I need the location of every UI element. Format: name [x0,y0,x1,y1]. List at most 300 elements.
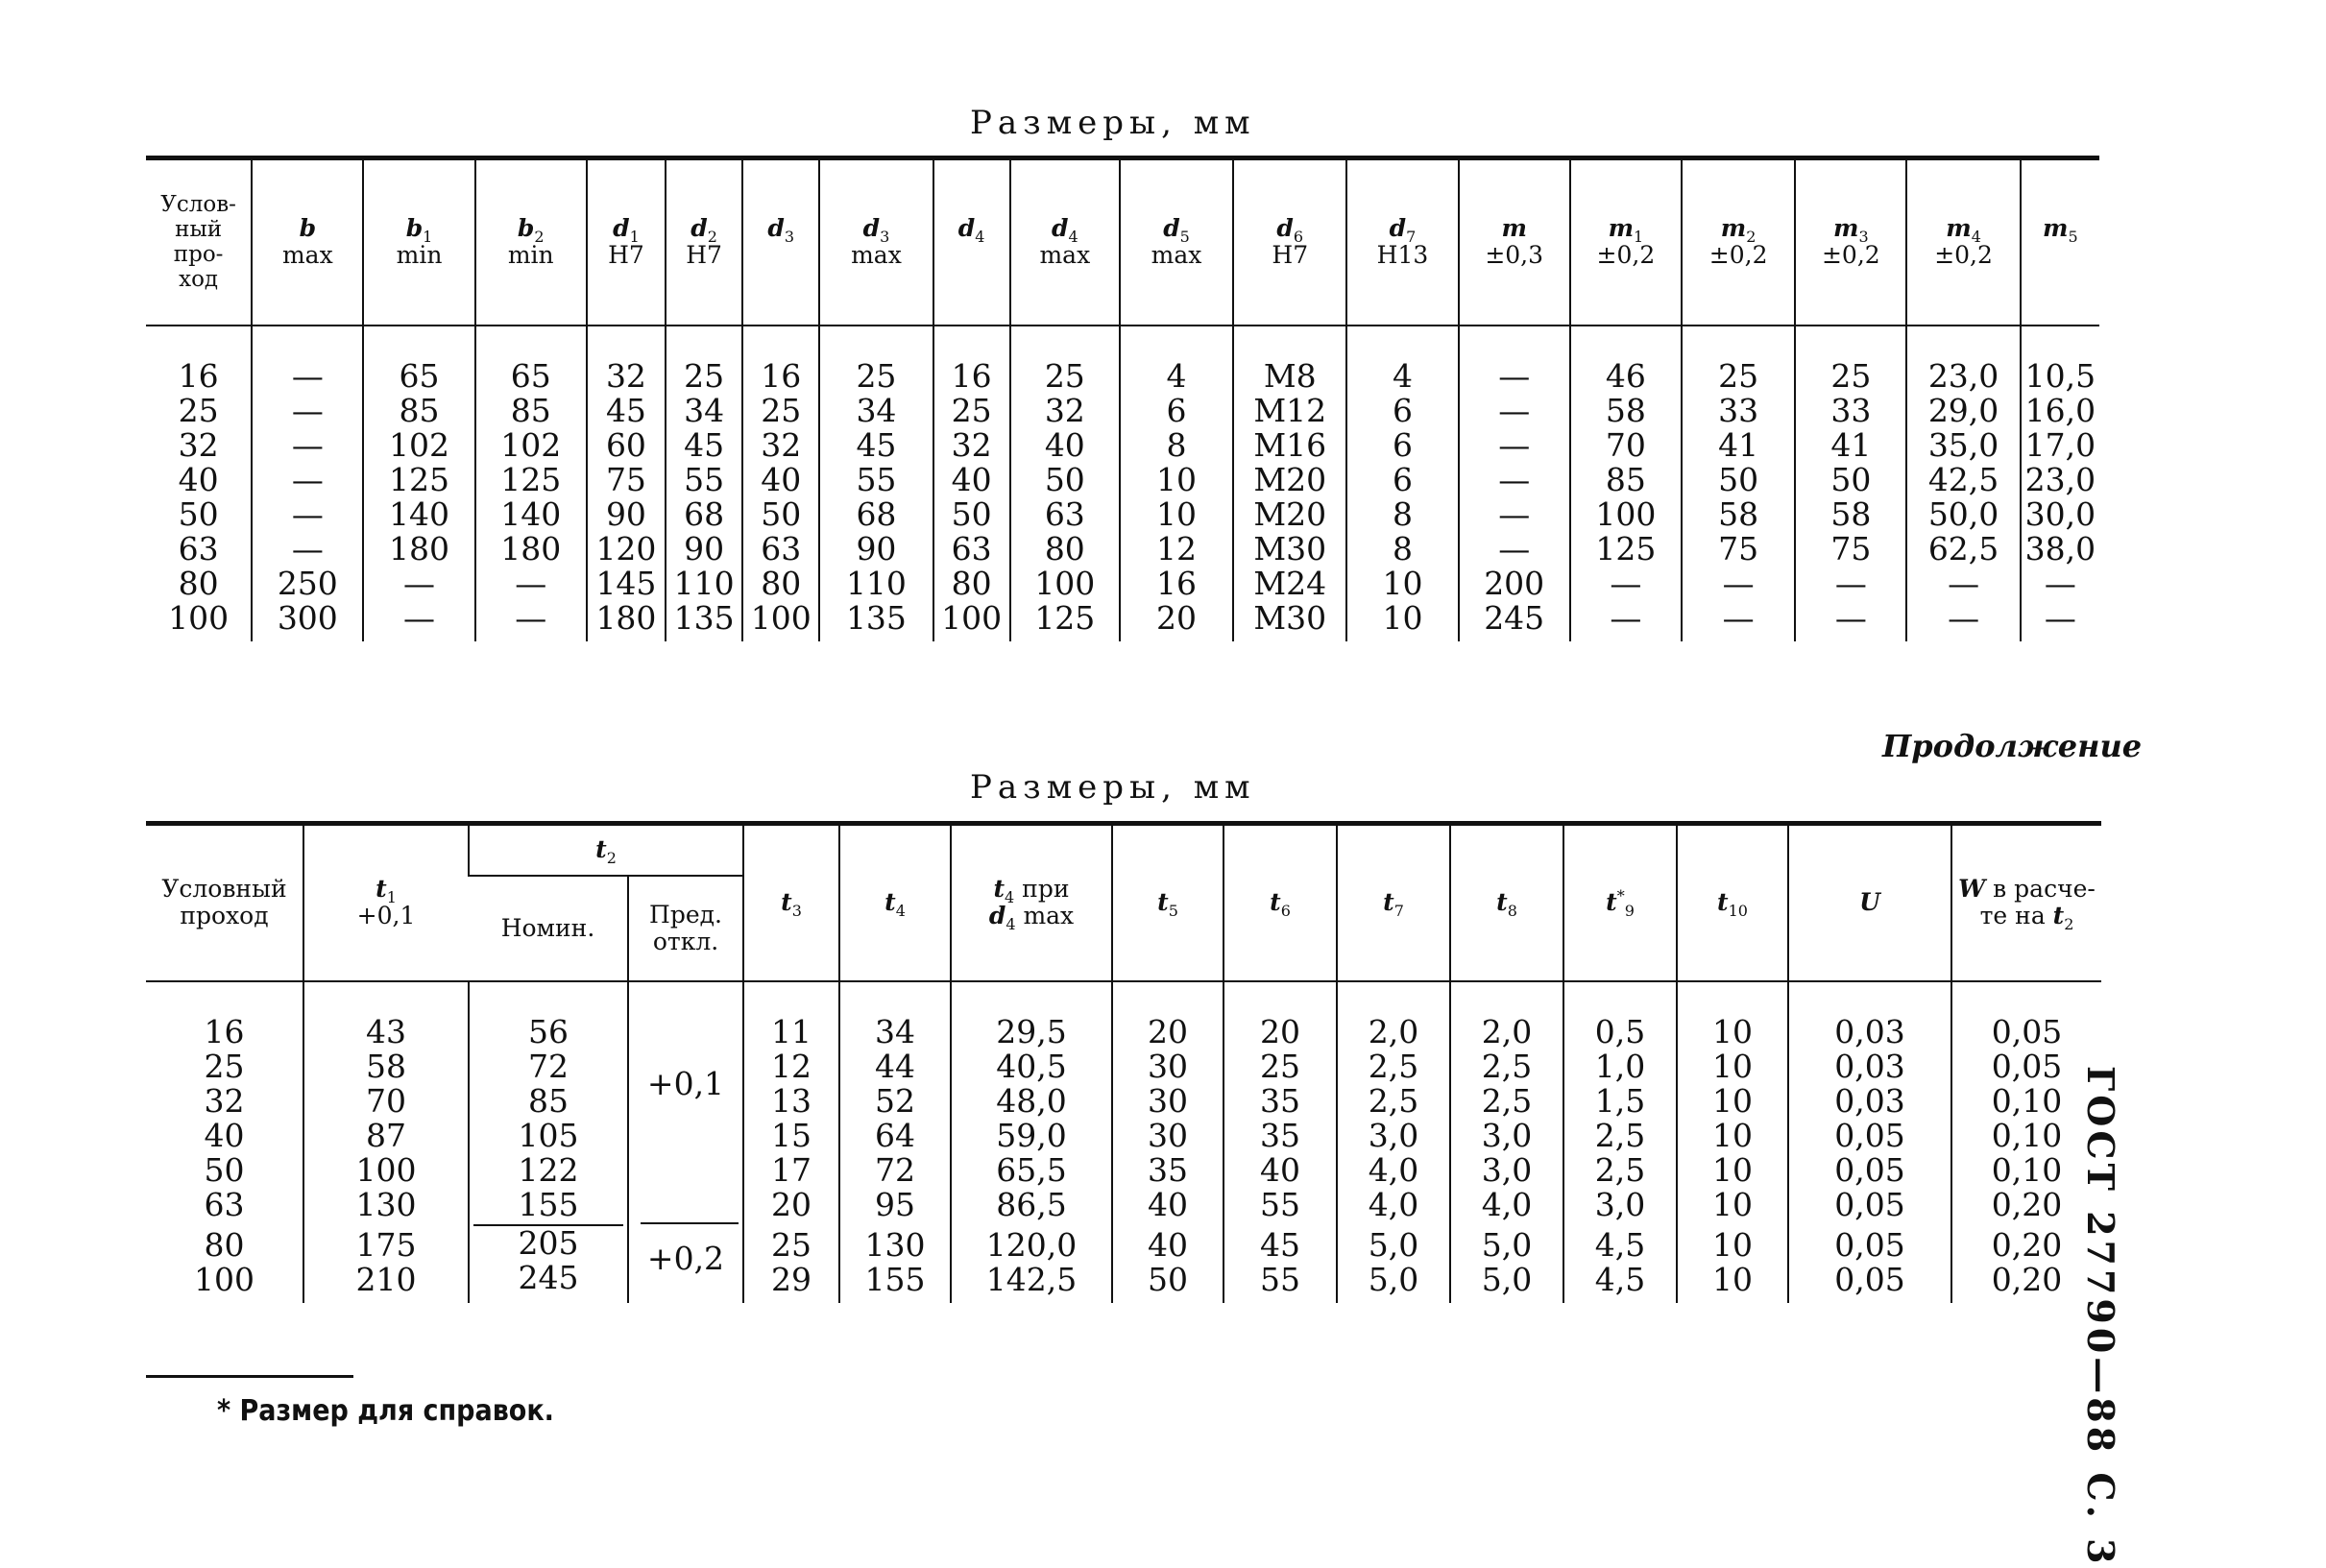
t2-cell: 0,05 [1991,1012,2063,1050]
t1-header-tolerance: max [851,241,902,270]
t1-cell: — [291,425,324,464]
t1-cell: 75 [1718,529,1759,567]
t1-cell: — [1498,495,1531,533]
t1-cell: 32 [761,425,802,464]
t2-cell: 4,5 [1594,1225,1646,1264]
t1-header-tolerance [968,241,976,269]
t1-cell: 90 [684,529,725,567]
t2-cell: 30 [1148,1047,1188,1085]
t1-header-9 [1010,158,1120,326]
t1-cell: 4 [1166,356,1187,395]
t1-cell: 16 [951,356,992,395]
col-t4 [839,981,951,1303]
t1-cell: 125 [500,460,562,498]
t1-cell: 10 [1382,564,1423,602]
t1-cell: — [1498,460,1531,498]
t1-col-9 [1010,326,1120,641]
t1-header-tolerance: ±0,2 [1708,241,1768,270]
t2-cell: 64 [875,1116,915,1154]
t1-header-tolerance: ±0,2 [1934,241,1993,270]
t2-cell: 95 [875,1185,915,1223]
t2-cell: 0,05 [1834,1150,1905,1189]
t1-cell: M30 [1253,529,1327,567]
header-t6: $t_6$ [1224,824,1337,981]
t1-header-tolerance: max [1151,241,1202,270]
t2-cell: 10 [1712,1081,1753,1120]
t1-cell: 41 [1830,425,1872,464]
t2-cell: 0,20 [1991,1185,2063,1223]
t1-col-12 [1346,326,1458,641]
header-t10: $t_{10}$ [1677,824,1788,981]
t2-cell: 175 [355,1225,417,1264]
t1-col-4 [587,326,666,641]
t1-header-tolerance: ±0,2 [1821,241,1880,270]
t1-cell: 41 [1718,425,1759,464]
t2-cell: 72 [875,1150,915,1189]
t2-cell: 3,0 [1368,1116,1419,1154]
t2-cell: 2,5 [1368,1047,1419,1085]
t2-cell: 35 [1148,1150,1188,1189]
t1-cell: 25 [1718,356,1759,395]
t1-cell: — [515,598,547,637]
t1-header-symbol: m [1608,214,1635,243]
t2-cell: 35 [1260,1081,1300,1120]
t2-cell: 245 [518,1258,579,1296]
t1-cell: 85 [510,391,551,429]
t1-cell: 55 [856,460,897,498]
t1-cell: 135 [673,598,735,637]
t1-cell: 8 [1392,495,1413,533]
t1-cell: 125 [389,460,450,498]
t1-cell: 50,0 [1927,495,1999,533]
col-t5 [1112,981,1224,1303]
t1-header-symbol: m [1720,214,1747,243]
t2-cell: 1,0 [1594,1047,1646,1085]
t2-cell: 40 [1260,1150,1300,1189]
t1-cell: 180 [595,598,657,637]
t1-cell: 45 [605,391,646,429]
t1-header-symbol: b [517,214,535,243]
t1-header-tolerance: H7 [1272,241,1309,270]
t2-cell: 55 [1260,1260,1300,1298]
t1-cell: — [1498,391,1531,429]
t1-cell: 58 [1718,495,1759,533]
t2-cell: 45 [1260,1225,1300,1264]
t1-cell: — [291,356,324,395]
t1-cell: 10 [1156,460,1198,498]
t1-cell: 58 [1830,495,1872,533]
t2-cell: 48,0 [996,1081,1067,1120]
t1-cell: 6 [1392,460,1413,498]
t1-col-10 [1120,326,1233,641]
t1-cell: 85 [399,391,440,429]
t1-header-13 [1459,158,1570,326]
col-t9 [1563,981,1677,1303]
t2-cell: 0,10 [1991,1081,2063,1120]
t2-cell: 10 [1712,1047,1753,1085]
t1-cell: — [515,564,547,602]
t1-cell: — [403,564,436,602]
t2-cell: 0,10 [1991,1116,2063,1154]
header-U: U [1788,824,1951,981]
t1-header-tolerance: min [396,241,443,270]
t2-cell: 0,03 [1834,1047,1905,1085]
t2-cell: 16 [204,1012,245,1050]
t1-cell: 125 [1595,529,1657,567]
t1-header-7 [819,158,933,326]
t1-col-18 [2021,326,2099,641]
t1-header-symbol: d [691,214,708,243]
t2-cell: 30 [1148,1116,1188,1154]
t1-cell: — [1948,598,1980,637]
t1-cell: 68 [856,495,897,533]
t1-header-text: Услов- [160,192,236,218]
t1-cell: 23,0 [2024,460,2096,498]
t1-col-8 [933,326,1010,641]
t1-cell: 32 [1044,391,1085,429]
t1-cell: 32 [605,356,646,395]
t2-cell: 10 [1712,1225,1753,1264]
header-t1: $t_1$ +0,1 [303,824,469,981]
t1-cell: 80 [761,564,802,602]
t1-header-subscript: 3 [1858,228,1869,247]
t1-cell: — [1722,598,1755,637]
t1-cell: 16,0 [2024,391,2096,429]
gost-page-label: ГОСТ 27790—88 С. 3 [2079,1066,2122,1568]
t1-header-0 [146,158,252,326]
col-t6 [1224,981,1337,1303]
t1-cell: 63 [761,529,802,567]
t1-header-subscript: 5 [1179,228,1190,247]
t2-cell: 130 [864,1225,926,1264]
t1-header-symbol: d [1276,214,1294,243]
t2-cell: 0,05 [1834,1260,1905,1298]
t1-cell: 25 [684,356,725,395]
t2-cell: 35 [1260,1116,1300,1154]
t1-cell: 75 [605,460,646,498]
t1-header-subscript: 6 [1293,228,1304,247]
t1-cell: 100 [168,598,230,637]
t1-cell: — [291,529,324,567]
t1-cell: — [1498,356,1531,395]
t2-cell: 43 [366,1012,406,1050]
t2-cell: 0,10 [1991,1150,2063,1189]
t1-cell: 25 [761,391,802,429]
header-t2: $t_2$ [469,824,743,876]
t1-cell: 10,5 [2024,356,2096,395]
t2-cell: 50 [204,1150,245,1189]
t1-cell: 62,5 [1927,529,1999,567]
t2-cell: 130 [355,1185,417,1223]
t1-cell: 46 [1605,356,1646,395]
t2-cell: 29 [771,1260,812,1298]
col-t10 [1677,981,1788,1303]
t1-header-tolerance: ±0,2 [1596,241,1656,270]
t2-cell: 5,0 [1368,1225,1419,1264]
t2-cell: 105 [518,1116,579,1154]
t1-header-tolerance: ±0,3 [1485,241,1544,270]
t2-cell: 2,0 [1481,1012,1533,1050]
t1-cell: 135 [845,598,907,637]
t1-cell: 110 [673,564,735,602]
t1-cell: M24 [1253,564,1327,602]
t1-header-symbol: b [299,214,317,243]
t1-header-symbol: d [1163,214,1180,243]
t2-cell: 3,0 [1594,1185,1646,1223]
t2-cell: 40 [1148,1225,1188,1264]
t1-cell: 10 [1382,598,1423,637]
t1-cell: 80 [1044,529,1085,567]
t2-cell: 122 [518,1150,579,1189]
t2-cell: 10 [1712,1185,1753,1223]
t1-cell: 125 [1034,598,1096,637]
t2-cell: 12 [771,1047,812,1085]
col-t2-pred [628,981,743,1303]
t2-cell: 20 [771,1185,812,1223]
col-t7 [1337,981,1450,1303]
t1-cell: 16 [761,356,802,395]
t1-col-6 [742,326,819,641]
t1-header-8 [933,158,1010,326]
t1-cell: 180 [389,529,450,567]
t1-header-subscript: 3 [880,228,890,247]
pred-upper: +0,1 [646,1064,725,1102]
t2-cell: 63 [204,1185,245,1223]
t2-cell: 11 [771,1012,812,1050]
t1-cell: 16 [178,356,219,395]
t1-cell: 6 [1166,391,1187,429]
t2-cell: 2,5 [1368,1081,1419,1120]
t1-cell: 40 [1044,425,1085,464]
t2-cell: 34 [875,1012,915,1050]
t1-cell: 16 [1156,564,1198,602]
t2-cell: 40 [1148,1185,1188,1223]
col-t2-nomin [469,981,628,1303]
t1-cell: 20 [1156,598,1198,637]
t1-cell: 100 [941,598,1003,637]
col-t4-pri-d4 [951,981,1112,1303]
t2-cell: 205 [518,1223,579,1262]
t2-cell: 0,5 [1594,1012,1646,1050]
t2-cell: 10 [1712,1150,1753,1189]
t2-cell: 0,05 [1834,1185,1905,1223]
t1-col-2 [363,326,474,641]
t1-cell: 50 [951,495,992,533]
t1-cell: 30,0 [2024,495,2096,533]
t1-cell: 45 [684,425,725,464]
t1-cell: — [1610,564,1642,602]
t2-cell: 0,20 [1991,1225,2063,1264]
t1-cell: 33 [1718,391,1759,429]
t2-cell: 56 [528,1012,569,1050]
t1-cell: 140 [500,495,562,533]
t1-col-3 [475,326,587,641]
t1-cell: 145 [595,564,657,602]
t1-cell: 68 [684,495,725,533]
t1-header-tolerance: H13 [1376,241,1429,270]
t1-cell: 25 [1044,356,1085,395]
t1-cell: 100 [1034,564,1096,602]
t1-cell: 6 [1392,425,1413,464]
t1-cell: 180 [500,529,562,567]
t1-cell: 100 [750,598,812,637]
t1-header-tolerance: H7 [608,241,644,270]
t1-header-14 [1570,158,1682,326]
t1-col-5 [666,326,742,641]
t2-cell: 13 [771,1081,812,1120]
t1-cell: 90 [605,495,646,533]
t1-cell: 23,0 [1927,356,1999,395]
t1-cell: 32 [951,425,992,464]
t2-cell: 5,0 [1481,1225,1533,1264]
t2-nomin-group-a [470,1012,627,1223]
t1-cell: M8 [1263,356,1317,395]
t1-cell: — [403,598,436,637]
t1-header-tolerance: max [281,241,333,270]
t1-col-1 [252,326,363,641]
header-t4: $t_4$ [839,824,951,981]
t1-cell: 63 [178,529,219,567]
t2-cell: 20 [1148,1012,1188,1050]
t1-cell: 50 [1044,460,1085,498]
t1-cell: 32 [178,425,219,464]
t2-cell: 0,20 [1991,1260,2063,1298]
t1-col-0 [146,326,252,641]
t1-cell: 60 [605,425,646,464]
t1-header-11 [1233,158,1346,326]
t1-cell: 63 [1044,495,1085,533]
t1-cell: 65 [510,356,551,395]
t1-header-15 [1682,158,1795,326]
t2-cell: 4,0 [1368,1185,1419,1223]
t1-header-subscript: 1 [1634,228,1644,247]
t1-cell: 120 [595,529,657,567]
t1-header-subscript: 7 [1406,228,1417,247]
t1-header-subscript: 2 [707,228,717,247]
t1-header-tolerance: H7 [686,241,722,270]
t1-header-17 [1906,158,2020,326]
t1-cell: — [1834,598,1867,637]
header-t3: $t_3$ [743,824,839,981]
t1-cell: 55 [684,460,725,498]
t2-cell: 10 [1712,1260,1753,1298]
t2-cell: 70 [366,1081,406,1120]
t2-cell: 85 [528,1081,569,1120]
header-t7: $t_7$ [1337,824,1450,981]
t1-header-text: ход [179,267,219,293]
t1-header-symbol: b [405,214,424,243]
col-t1 [303,981,469,1303]
t1-cell: — [291,460,324,498]
t1-cell: M16 [1253,425,1327,464]
t1-cell: 8 [1166,425,1187,464]
header-t4-pri-d4: $t_4$ при $d_4$ max [951,824,1112,981]
t2-cell: 44 [875,1047,915,1085]
t1-cell: 34 [856,391,897,429]
t1-cell: 90 [856,529,897,567]
t1-header-tolerance: max [1039,241,1091,270]
t2-cell: 59,0 [996,1116,1067,1154]
t1-cell: — [1498,529,1531,567]
t2-cell: 100 [355,1150,417,1189]
t1-cell: 6 [1392,391,1413,429]
continuation-label: Продолжение [1882,728,2143,764]
t1-header-subscript: 4 [1068,228,1078,247]
t1-cell: — [1722,564,1755,602]
t2-cell: 142,5 [985,1260,1078,1298]
header-proxod: Условный проход [161,875,287,930]
t2-cell: 20 [1260,1012,1300,1050]
dimensions-table-2 [146,821,2101,1303]
t2-cell: 17 [771,1150,812,1189]
t1-header-symbol: m [2043,214,2069,243]
header-t9: $t^*_9$ [1563,824,1677,981]
t1-cell: 38,0 [2024,529,2096,567]
t1-cell: 50 [1718,460,1759,498]
t1-header-subscript: 3 [784,228,795,247]
t1-header-10 [1120,158,1233,326]
t1-header-4 [587,158,666,326]
t1-cell: 140 [389,495,450,533]
t1-header-symbol: m [1501,214,1527,243]
t1-cell: 34 [684,391,725,429]
t2-cell: 2,0 [1368,1012,1419,1050]
t1-cell: 25 [951,391,992,429]
t1-header-subscript: 4 [1971,228,1981,247]
t1-cell: — [1948,564,1980,602]
t1-cell: 4 [1392,356,1413,395]
t1-cell: 12 [1156,529,1198,567]
t2-cell: 40,5 [996,1047,1067,1085]
t1-header-text: ный [175,217,223,243]
t1-cell: 80 [951,564,992,602]
t1-cell: — [2044,564,2076,602]
col-U [1788,981,1951,1303]
t1-cell: 50 [178,495,219,533]
t1-header-subscript: 4 [975,228,985,247]
t2-cell: 40 [204,1116,245,1154]
t1-header-symbol: d [1051,214,1069,243]
pred-lower: +0,2 [646,1239,725,1277]
t2-cell: 210 [355,1260,417,1298]
t1-cell: 8 [1392,529,1413,567]
header-pred-otkl: Пред. откл. [628,876,743,981]
t1-col-13 [1459,326,1570,641]
table2-caption: Размеры, мм [970,768,1256,807]
header-nomin: Номин. [500,913,595,942]
t1-cell: M30 [1253,598,1327,637]
t1-header-symbol: d [957,214,976,243]
t1-cell: 25 [178,391,219,429]
t1-header-subscript: 2 [1746,228,1757,247]
t1-header-symbol: d [862,214,881,243]
t2-cell: 100 [194,1260,254,1298]
t2-cell: 5,0 [1481,1260,1533,1298]
t1-cell: 33 [1830,391,1872,429]
t2-cell: 86,5 [996,1185,1067,1223]
t1-header-12 [1346,158,1458,326]
t2-cell: 0,03 [1834,1012,1905,1050]
t1-cell: 45 [856,425,897,464]
t1-cell: 200 [1484,564,1545,602]
t2-nomin-group-b [470,1223,627,1296]
t1-header-3 [475,158,587,326]
t1-cell: — [291,391,324,429]
table1-caption: Размеры, мм [970,104,1256,142]
t1-header-subscript: 1 [629,228,640,247]
t1-header-tolerance [777,241,785,269]
t2-cell: 52 [875,1081,915,1120]
